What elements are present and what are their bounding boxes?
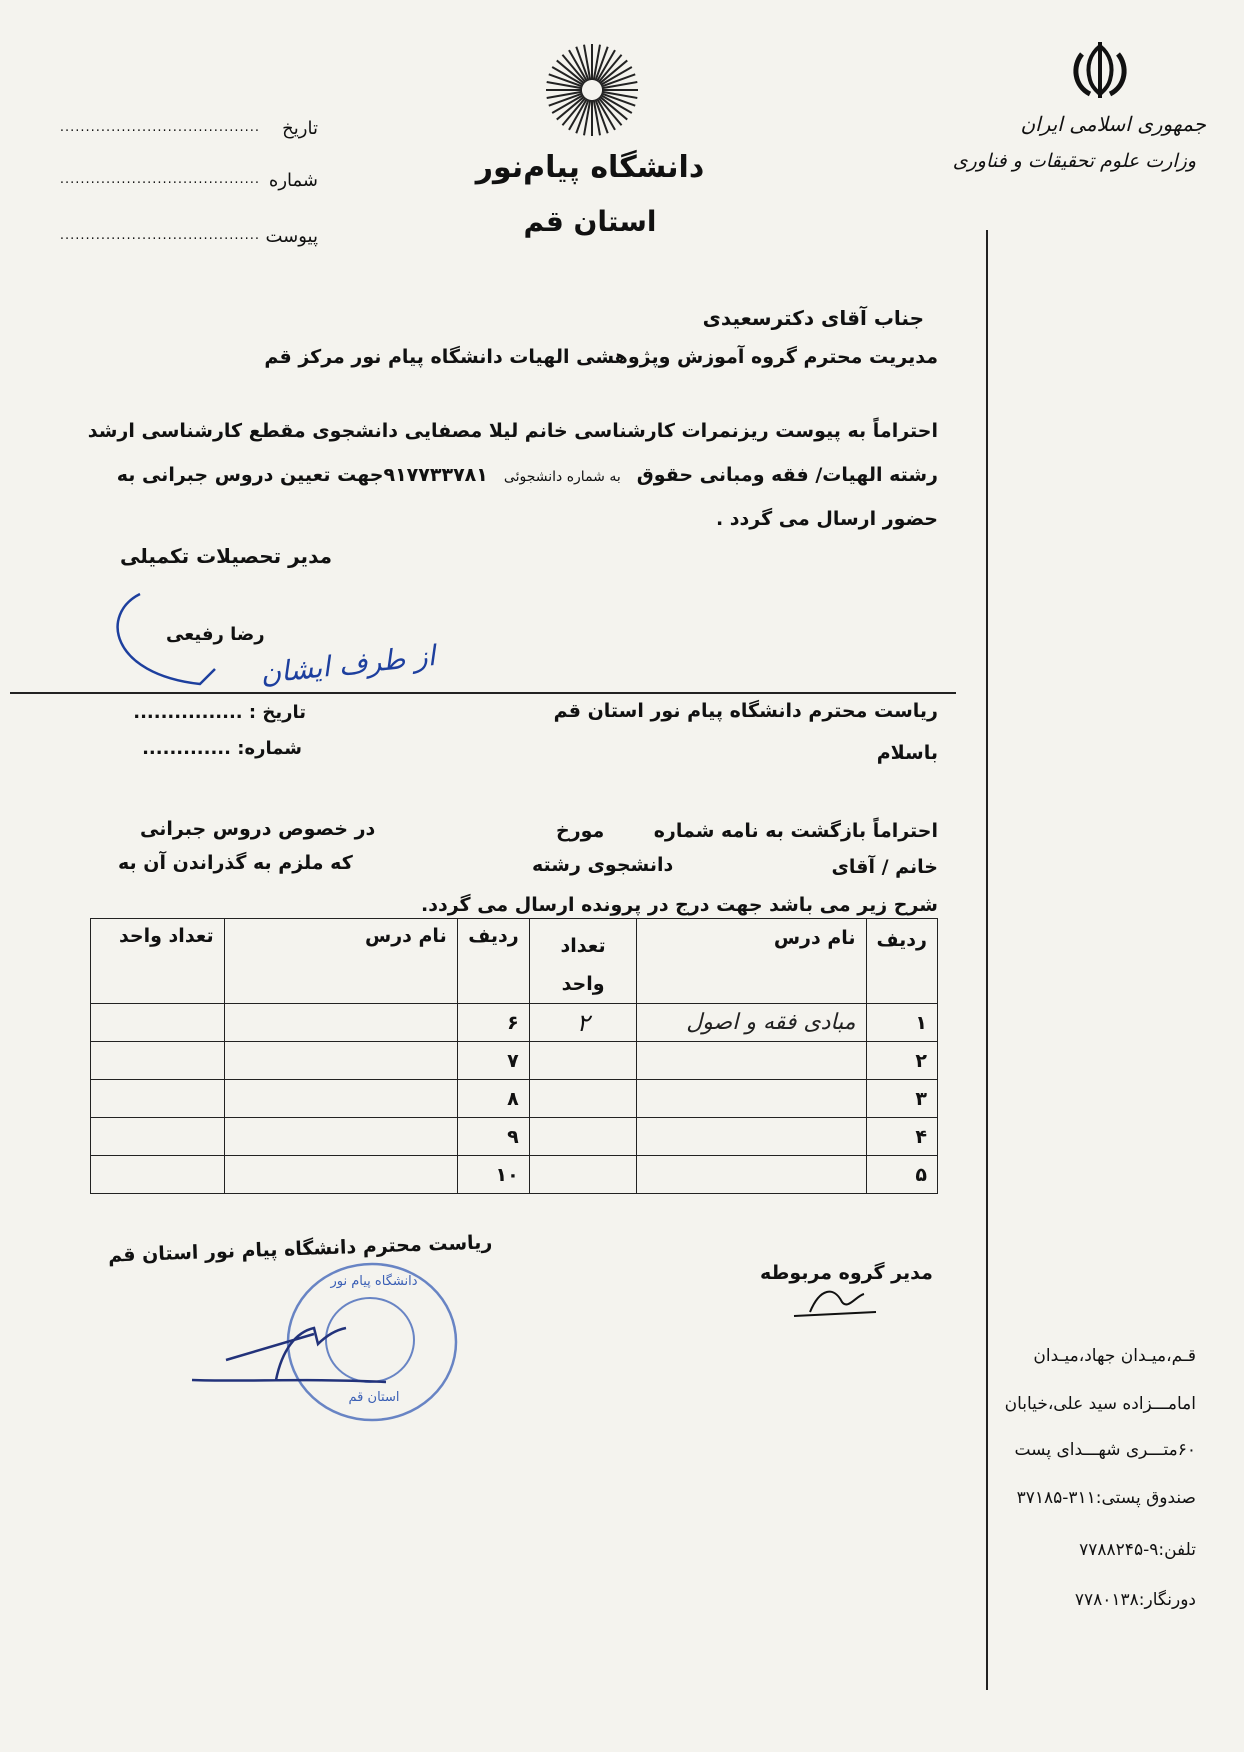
- table-row: [91, 1080, 938, 1118]
- meta-number-value: .......................................: [59, 172, 260, 187]
- header-units-left: تعداد واحد: [91, 919, 225, 1004]
- meta-number-label: شماره: [268, 170, 318, 191]
- letter-body-line-1: احتراماً به پیوست ریزنمرات کارشناسی خانم لیلا مصفایی دانشجوی مقطع کارشناسی ارشد: [87, 420, 938, 442]
- row-number: ۹: [457, 1118, 529, 1156]
- course-name: [637, 1080, 866, 1118]
- course-units: ۲: [529, 1004, 637, 1042]
- address-line-3: ۶۰متـــری شهـــدای پست: [1014, 1440, 1196, 1460]
- course-units: [529, 1156, 637, 1194]
- address-line-6: دورنگار:۷۷۸۰۱۳۸: [1074, 1590, 1196, 1610]
- row-number: ۱: [866, 1004, 937, 1042]
- reply-date-value: ................: [133, 702, 243, 723]
- gov-line-2: وزارت علوم تحقیقات و فناوری: [952, 150, 1196, 172]
- reply-number-label: شماره:: [237, 738, 302, 759]
- iran-emblem-logo: [1068, 40, 1132, 100]
- margin-divider: [986, 230, 988, 1690]
- reply-addressee: ریاست محترم دانشگاه پیام نور استان قم: [553, 700, 938, 722]
- header-units-b: واحد: [561, 973, 605, 995]
- salutation: جناب آقای دکترسعیدی: [702, 306, 924, 330]
- header-name-right: نام درس: [637, 919, 866, 1004]
- meta-date-label: تاریخ: [282, 118, 318, 139]
- course-units: [529, 1042, 637, 1080]
- row-number: ۳: [866, 1080, 937, 1118]
- letter-body-line-2: [117, 464, 938, 486]
- course-name: [637, 1118, 866, 1156]
- reply-greeting: باسلام: [876, 742, 938, 764]
- course-units: [91, 1156, 225, 1194]
- meta-date: [59, 118, 318, 148]
- meta-attachment-value: .......................................: [59, 228, 260, 243]
- address-line-4: صندوق پستی:۳۱۱-۳۷۱۸۵: [1016, 1488, 1196, 1508]
- section-divider: [10, 692, 956, 694]
- address-line-1: قـم،میـدان جهاد،میـدان: [1033, 1346, 1196, 1366]
- handwritten-note: از طرف ایشان: [258, 638, 437, 691]
- course-name: [224, 1042, 457, 1080]
- course-units: [91, 1080, 225, 1118]
- table-row: [91, 1042, 938, 1080]
- header-units-right: [529, 919, 637, 1004]
- reply-line2-b: دانشجوی رشته: [532, 854, 674, 876]
- table-header-row: [91, 919, 938, 1004]
- header-row-right: ردیف: [866, 919, 937, 1004]
- header-units-a: تعداد: [560, 935, 606, 957]
- university-name: دانشگاه پیام‌نور: [475, 150, 705, 185]
- table-row: [91, 1004, 938, 1042]
- meta-attachment-label: پیوست: [265, 226, 318, 247]
- reply-date: [133, 702, 306, 723]
- course-units: [91, 1004, 225, 1042]
- student-number-label: به شماره دانشجوئی: [503, 469, 621, 485]
- course-name: مبادی فقه و اصول: [637, 1004, 866, 1042]
- course-units: [529, 1118, 637, 1156]
- reply-date-label: تاریخ :: [248, 702, 306, 723]
- course-name: [224, 1080, 457, 1118]
- course-name: [224, 1156, 457, 1194]
- row-number: ۸: [457, 1080, 529, 1118]
- signature-scribble-right: [790, 1282, 880, 1322]
- table-row: [91, 1156, 938, 1194]
- row-number: ۱۰: [457, 1156, 529, 1194]
- header-row-left: ردیف: [457, 919, 529, 1004]
- course-name: [224, 1118, 457, 1156]
- footer-right-signature: مدیر گروه مربوطه: [760, 1262, 933, 1284]
- reply-number: [142, 738, 302, 759]
- table-row: [91, 1118, 938, 1156]
- course-name: [224, 1004, 457, 1042]
- reply-line2-a: خانم / آقای: [831, 856, 938, 878]
- courses-table: [90, 918, 938, 1194]
- payame-noor-logo: [542, 40, 642, 140]
- row-number: ۶: [457, 1004, 529, 1042]
- course-name: [637, 1156, 866, 1194]
- header-name-left: نام درس: [224, 919, 457, 1004]
- course-units: [91, 1042, 225, 1080]
- row-number: ۵: [866, 1156, 937, 1194]
- address-line-2: امامـــزاده سید علی،خیابان: [1004, 1394, 1196, 1414]
- reply-line2-c: که ملزم به گذراندن آن به: [118, 852, 353, 874]
- meta-date-value: .......................................: [59, 120, 260, 135]
- signer-name: رضا رفیعی: [166, 624, 265, 645]
- meta-number: [59, 170, 318, 200]
- stamp-top-text: دانشگاه پیام نور: [330, 1274, 418, 1289]
- student-number: ۹۱۷۷۳۳۷۸۱جهت تعیین دروس جبرانی به: [116, 464, 488, 486]
- reply-line3: شرح زیر می باشد جهت درج در پرونده ارسال می گردد.: [421, 894, 938, 916]
- course-units: [529, 1080, 637, 1118]
- address-line-5: تلفن:۹-۷۷۸۸۲۴۵: [1079, 1540, 1196, 1560]
- signature-scribble-left: [186, 1310, 446, 1390]
- addressee-title: مدیریت محترم گروه آموزش وپژوهشی الهیات دانشگاه پیام نور مرکز قم: [264, 346, 938, 368]
- course-name: [637, 1042, 866, 1080]
- letter-body-line-3: حضور ارسال می گردد .: [715, 508, 938, 530]
- reply-ref-c: در خصوص دروس جبرانی: [140, 818, 376, 840]
- signer-title: مدیر تحصیلات تکمیلی: [120, 544, 333, 568]
- course-units: [91, 1118, 225, 1156]
- reply-ref-b: مورخ: [556, 820, 605, 842]
- gov-line-1: جمهوری اسلامی ایران: [1020, 112, 1206, 136]
- row-number: ۷: [457, 1042, 529, 1080]
- stamp-bottom-text: استان قم: [348, 1390, 400, 1405]
- reply-number-value: .............: [142, 738, 231, 759]
- row-number: ۴: [866, 1118, 937, 1156]
- province-name: استان قم: [523, 205, 657, 238]
- row-number: ۲: [866, 1042, 937, 1080]
- meta-attachment: [59, 226, 318, 256]
- signature-check-mark: [100, 584, 300, 694]
- reply-ref-a: احتراماً بازگشت به نامه شماره: [653, 820, 938, 842]
- field-of-study: رشته الهیات/ فقه ومبانی حقوق: [636, 464, 938, 486]
- footer-left-signature: ریاست محترم دانشگاه پیام نور استان قم: [107, 1231, 493, 1267]
